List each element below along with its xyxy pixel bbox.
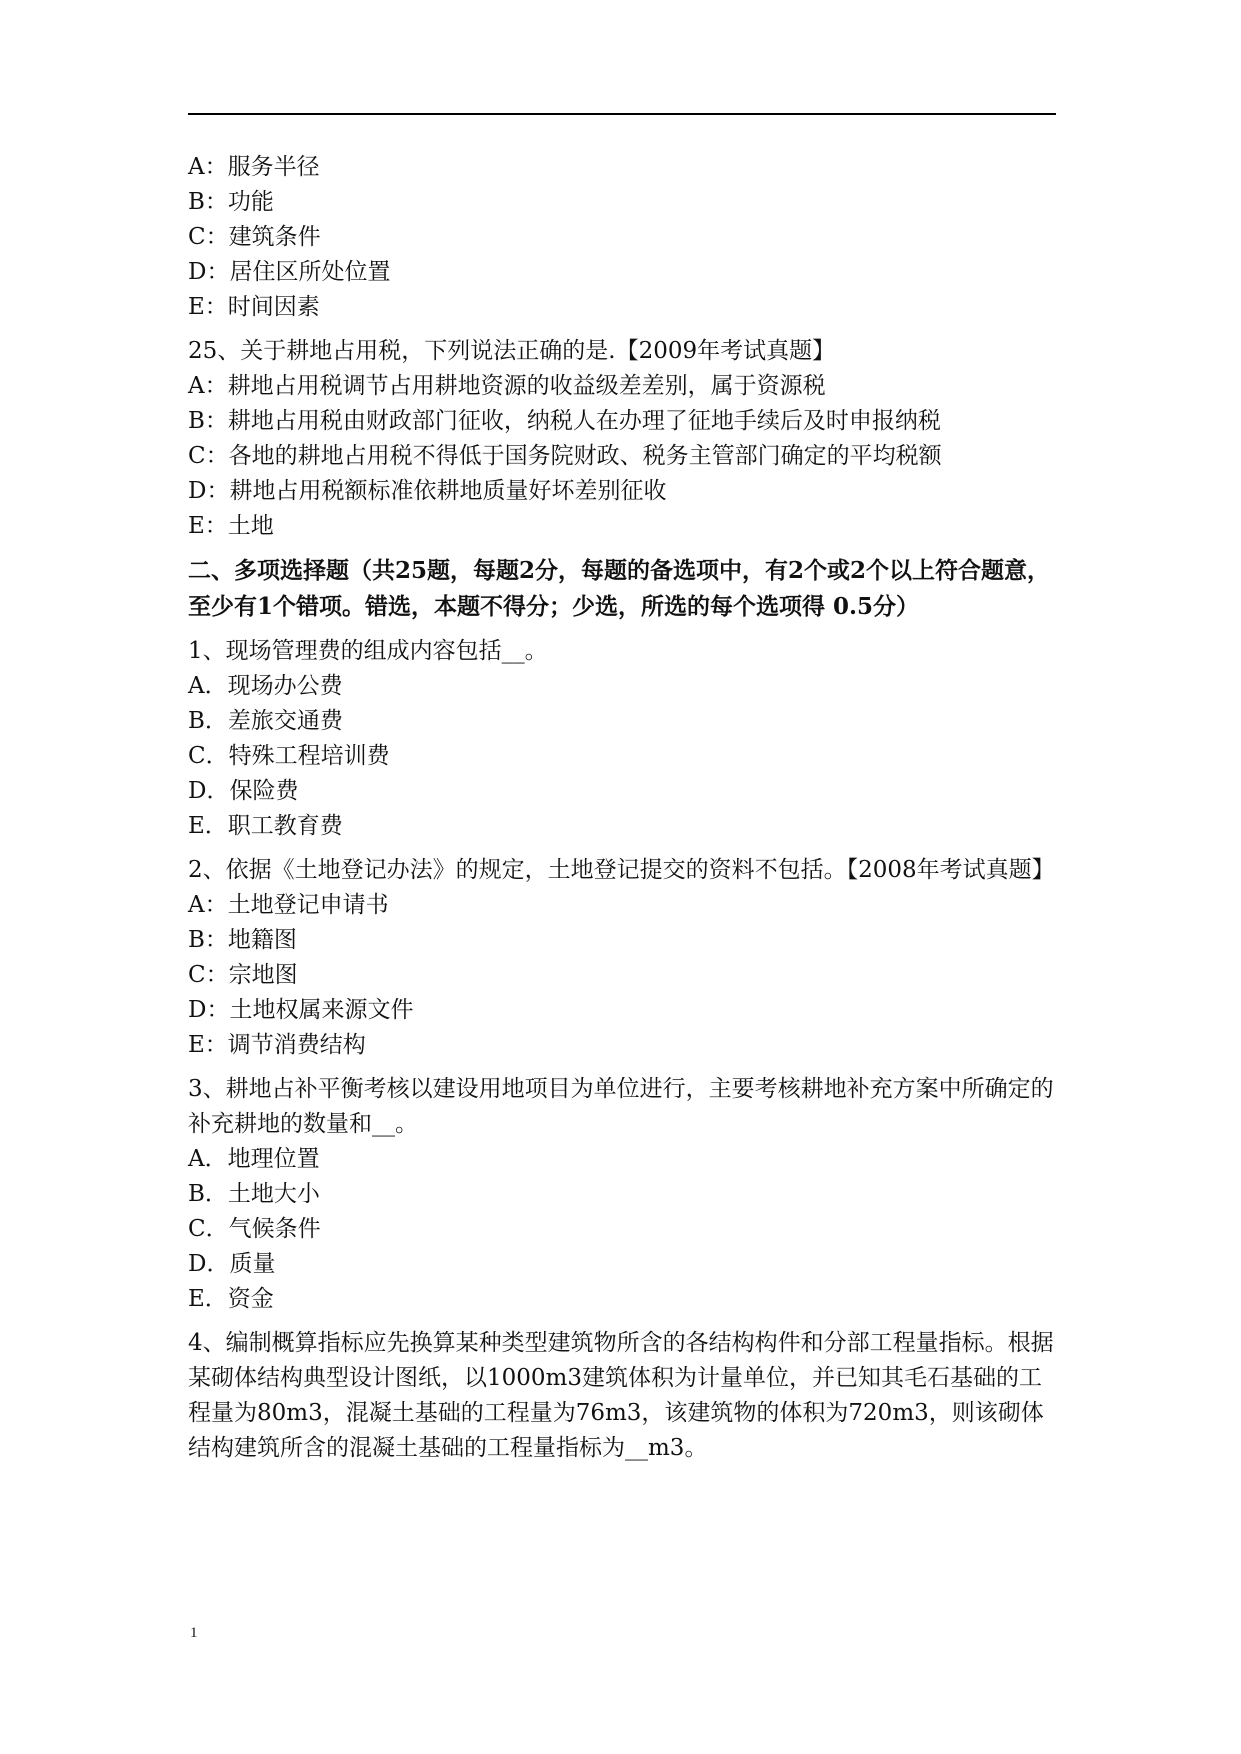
option-line: E：土地 [188,513,274,539]
option-line: E：时间因素 [188,294,320,320]
option-line: C：建筑条件 [188,224,321,250]
question-stem: 1、现场管理费的组成内容包括__。 [188,638,548,664]
option-line: A．地理位置 [188,1146,320,1172]
section-heading: 二、多项选择题（共25题，每题2分，每题的备选项中，有2个或2个以上符合题意，至少有1个错项。错选，本题不得分；少选，所选的每个选项得 0.5分） [188,557,1051,620]
option-line: B：耕地占用税由财政部门征收，纳税人在办理了征地手续后及时申报纳税 [188,408,941,434]
option-line: B：功能 [188,189,274,215]
option-line: D．保险费 [188,778,299,804]
option-line: B．差旅交通费 [188,708,343,734]
option-line: E．职工教育费 [188,813,343,839]
header-rule [188,113,1056,115]
page-content [188,150,1056,1466]
option-line: A：土地登记申请书 [188,892,389,918]
page-number: 1 [190,1625,198,1641]
question-4 [188,1326,1056,1466]
option-line: E：调节消费结构 [188,1032,366,1058]
question-1 [188,634,1056,844]
option-line: D：耕地占用税额标准依耕地质量好坏差别征收 [188,478,667,504]
question-stem: 2、依据《土地登记办法》的规定，土地登记提交的资料不包括。【2008年考试真题】 [188,857,1055,883]
question-3 [188,1072,1056,1317]
question-stem: 25、关于耕地占用税，下列说法正确的是.【2009年考试真题】 [188,338,836,364]
option-line: D：居住区所处位置 [188,259,391,285]
option-line: A：耕地占用税调节占用耕地资源的收益级差差别，属于资源税 [188,373,826,399]
option-line: E．资金 [188,1286,274,1312]
q24-options [188,150,1056,325]
option-line: A．现场办公费 [188,673,343,699]
option-line: C：宗地图 [188,962,298,988]
option-line: C．特殊工程培训费 [188,743,390,769]
question-stem: 3、耕地占补平衡考核以建设用地项目为单位进行，主要考核耕地补充方案中所确定的补充耕地的数量和__。 [188,1076,1054,1137]
option-line: C：各地的耕地占用税不得低于国务院财政、税务主管部门确定的平均税额 [188,443,942,469]
option-line: B：地籍图 [188,927,297,953]
option-line: A：服务半径 [188,154,320,180]
option-line: B．土地大小 [188,1181,320,1207]
question-stem: 4、编制概算指标应先换算某种类型建筑物所含的各结构构件和分部工程量指标。根据某砌体结构典型设计图纸，以1000m3建筑体积为计量单位，并已知其毛石基础的工程量为80m3，混凝土基础的工程量为76m3，该建筑物的体积为720m3，则该砌体结构建筑所含的混凝土基础的工程量指标为__m3。 [188,1330,1054,1461]
option-line: D．质量 [188,1251,276,1277]
question-2 [188,853,1056,1063]
option-line: C．气候条件 [188,1216,321,1242]
question-25 [188,334,1056,544]
option-line: D：土地权属来源文件 [188,997,414,1023]
